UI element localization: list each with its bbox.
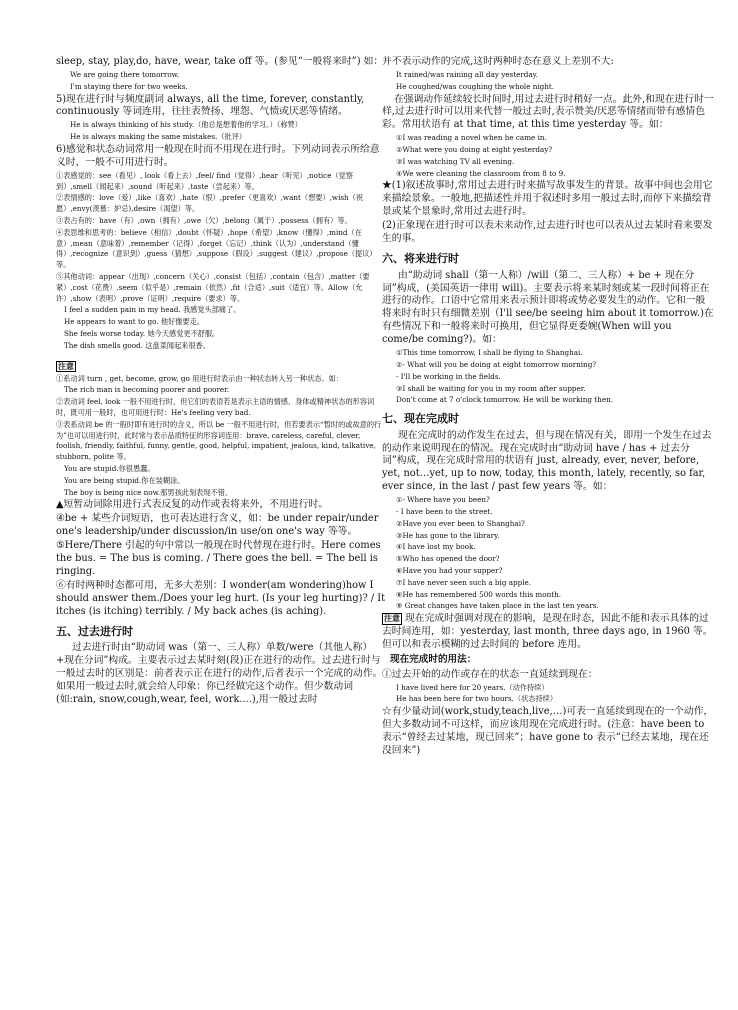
verb-list: ④表思维和思考的：believe（相信）,doubt（怀疑）,hope（希望）,know（懂得）,mind（在意）,mean（意味着）,remember（记得）,forget（忘记）,think（认为）,understand（懂得）,recognize（意识到）,guess（猜想）,suppose（假设）,suggest（建议）,propose（提议）等。 [56,227,377,270]
paragraph: 由“助动词 shall（第一人称）/will（第二、三人称）+ be + 现在分词”构成，(美国英语一律用 will)。主要表示将来某时刻或某一段时间将正在进行的动作。口语中它常用来表示预计即将或势必要发生的动作。它和一般将来时有时只有细微差别（I'll see/be seeing him about it tomorrow.)在有些情况下和一般将来时可换用，但它显得更委婉(When will you come/be coming?)。如： [382,269,714,346]
example-sentence: ①This time tomorrow, I shall be flying to Shanghai. [396,348,583,358]
verb-list: ②表情感的：love（爱）,like（喜欢）,hate（恨）,prefer（更喜欢）,want（想要）,wish（祝愿）,envy(羡慕：妒忌),desire（渴望）等。 [56,193,364,214]
example-sentence: - I have been to the street. [396,507,493,517]
note-text: ③表系动词 be 的一般时即有进行时的含义，所以 be 一般不用进行时，但若要表示“暂时的或故意的行为”也可以用进行时，此时常与表示品质特征的形容词连用：brave, careless, careful, clever, foolish, friendly, faithful, funny, gentle, good, helpful, impatient, jealous, kind, talkative, stubborn, polite 等。 [56,419,382,462]
right-column [382,56,714,956]
example-sentence: She feels worse today. 她今天感觉更不舒服。 [64,328,220,338]
example-sentence: ②What were you doing at eight yesterday? [396,145,553,155]
example-sentence: The rich man is becoming poorer and poorer. [64,385,230,395]
example-sentence: ③He has gone to the library. [396,530,500,540]
example-sentence: He is always making the same mistakes.（批评） [70,132,247,142]
text-line: ⑥有时两种时态都可用，无多大差别：I wonder(am wondering)how I should answer them./Does your leg hurt. (Is your leg hurting)? / It itches (is itching) terribly. / My back aches (is aching). [56,579,386,617]
example-sentence: He is always thinking of his study.（他总是想着他的学习。）（称赞） [70,120,302,130]
example-sentence: He appears to want to go. 他好像要走。 [64,317,204,327]
paragraph: (2)正象现在进行时可以表未来动作,过去进行时也可以表从过去某时看来要发生的事。 [382,220,713,245]
note-label: 注意 [384,613,400,624]
left-column [56,56,388,956]
note-label: 注意 [58,360,74,371]
paragraph: ☆有少量动词(work,study,teach,live,…)可表一直延续到现在的一个动作，但大多数动词不可这样，而应该用现在完成进行时。(注意：have been to 表示“曾经去过某地，现已回来”；have gone to 表示“已经去某地，现在还没回来”) [382,706,714,756]
example-sentence: I feel a sudden pain in my head. 我感觉头部痛了。 [64,305,241,315]
text-line: ④be + 某些介词短语，也可表达进行含义，如：be under repair/under one's leadership/under discussion/in use/on one's way 等等。 [56,513,379,538]
text-line: sleep, stay, play,do, have, wear, take off 等。(参见“一般将来时”) 如： [56,56,384,67]
example-sentence: ⑥Have you had your supper? [396,566,503,576]
verb-list: ⑤其他动词：appear（出现）,concern（关心）,consist（包括）,contain（包含）,matter（要紧）,cost（花费）,seem（似乎是）,remain（依然）,fit（合适）,suit（适宜）等。Allow（允许）,show（表明）,prove（证明）,require（要求）等。 [56,271,370,303]
example-sentence: ⑦I have never seen such a big apple. [396,577,532,587]
example-sentence: It rained/was raining all day yesterday. [396,69,539,79]
note-text: ①系动词 turn , get, become, grow, go 用进行时表示由一种状态转入另一种状态。如： [56,373,344,383]
example-sentence: ①I was reading a novel when he came in. [396,133,547,143]
example-sentence: He has been here for two hours.（状态持续） [396,694,558,704]
example-sentence: The boy is being nice now.那男孩此刻表现不错。 [64,487,233,497]
text-line: 6)感觉和状态动词常用一般现在时而不用现在进行时。下列动词表示所给意义时，一般不可用进行时。 [56,143,380,168]
text-line: 5)现在进行时与频度副词 always, all the time, forever, constantly, continuously 等词连用，往往表赞扬、埋怨、气愤或厌恶等情绪。 [56,93,365,118]
example-sentence: ③I was watching TV all evening. [396,156,515,166]
example-sentence: ⑤Who has opened the door? [396,554,500,564]
paragraph: 现在完成时的动作发生在过去，但与现在情况有关，即用一个发生在过去的动作来说明现在的情况。现在完成时由“助动词 have / has + 过去分词”构成，现在完成时常用的状语有 just, already, ever, never, before, yet, not…yet, up to now, today, this month, lately, recently, so far, ever since, in the last / past few years 等。如： [382,429,712,493]
example-sentence: ④We were cleaning the classroom from 8 to 9. [396,168,566,178]
example-sentence: I'm staying there for two weeks. [70,81,188,91]
text-line: ①过去开始的动作或存在的状态一直延续到现在： [382,668,598,680]
note-text: ②表动词 feel, look 一般不用进行时，但它们的表语若是表示主语的情感、身体或精神状态的形容词时，既可用一般时，也可用进行时：He's feeling very bad. [56,397,375,418]
example-sentence: ③I shall be waiting for you in my room after supper. [396,383,586,393]
text-line: ▲短暂动词除用进行式表反复的动作或表将来外，不用进行时。 [56,499,329,511]
example-sentence: ④I have lost my book. [396,542,476,552]
section-heading-future-continuous: 六、将来进行时 [382,252,459,266]
example-sentence: ②Have you ever been to Shanghai? [396,518,525,528]
example-sentence: We are going there tomorrow. [70,69,180,79]
text-line: 并不表示动作的完成,这时两种时态在意义上差别不大: [382,56,614,67]
paragraph: 在强调动作延续较长时间时,用过去进行时稍好一点。此外,和现在进行时一样,过去进行时可以用来代替一般过去时,表示赞美/厌恶等情绪而带有感情色彩。常用状语有 at that time, at this time yesterday 等。如： [382,93,714,131]
section-heading-past-continuous: 五、过去进行时 [56,624,133,638]
example-sentence: The dish smells good. 这盘菜闻起来很香。 [64,340,210,350]
paragraph: ★(1)叙述故事时,常用过去进行时来描写故事发生的背景。故事中间也会用它来描绘景象。一般地,把描述性并用于叙述时多用一般过去时,而停下来描绘背景或某个景象时,常用过去进行时。 [382,180,713,218]
example-sentence: You are stupid.你很愚蠢。 [64,464,155,474]
example-sentence: - I'll be working in the fields. [396,371,501,381]
paragraph: 过去进行时由“助动词 was（第一、三人称）单数/were（其他人称）+现在分词”构成。主要表示过去某时刻(段)正在进行的动作。过去进行时与一般过去时的区别是：前者表示正在进行的动作,后者表示一个完成的动作。如果用一般过去时,就会给人印象：你已经做完这个动作。但少数动词(如:rain, snow,cough,wear, feel, work....),用一般过去时 [56,642,383,705]
example-sentence: Don't come at 7 o'clock tomorrow. He will be working then. [396,395,613,405]
verb-list: ①表感觉的：see（看见）, look（看上去）,feel/ find（觉得）,hear（听见）,notice（觉察到）,smell（闻起来）,sound（听起来）,taste（尝起来）等。 [56,170,354,191]
example-sentence: He coughed/was coughing the whole night. [396,81,555,91]
verb-list: ③表占有的：have（有）,own（拥有）,owe（欠）,belong（属于）,possess（拥有）等。 [56,215,352,225]
example-sentence: ①- Where have you been? [396,495,490,505]
example-sentence: ⑧He has remembered 500 words this month. [396,589,561,599]
subsection-heading: 现在完成时的用法： [390,653,477,665]
example-sentence: ②- What will you be doing at eight tomorrow morning? [396,359,597,369]
example-sentence: I have lived here for 20 years.（动作持续） [396,682,549,692]
example-sentence: You are being stupid.你在装糊涂。 [64,475,185,485]
note-paragraph [382,613,714,652]
text-line: ⑤Here/There 引起的句中常以一般现在时代替现在进行时。Here comes the bus. = The bus is coming. / There goes the bell. = The bell is ringing. [56,540,381,578]
note-text: 现在完成时强调对现在的影响，是现在时态，因此不能和表示具体的过去时间连用，如：yesterday, last month, three days ago, in 1960 等。但可以和表示模糊的过去时间的 before 连用。 [382,613,713,651]
section-heading-present-perfect: 七、现在完成时 [382,412,459,426]
example-sentence: ⑨ Great changes have taken place in the last ten years. [396,601,599,611]
